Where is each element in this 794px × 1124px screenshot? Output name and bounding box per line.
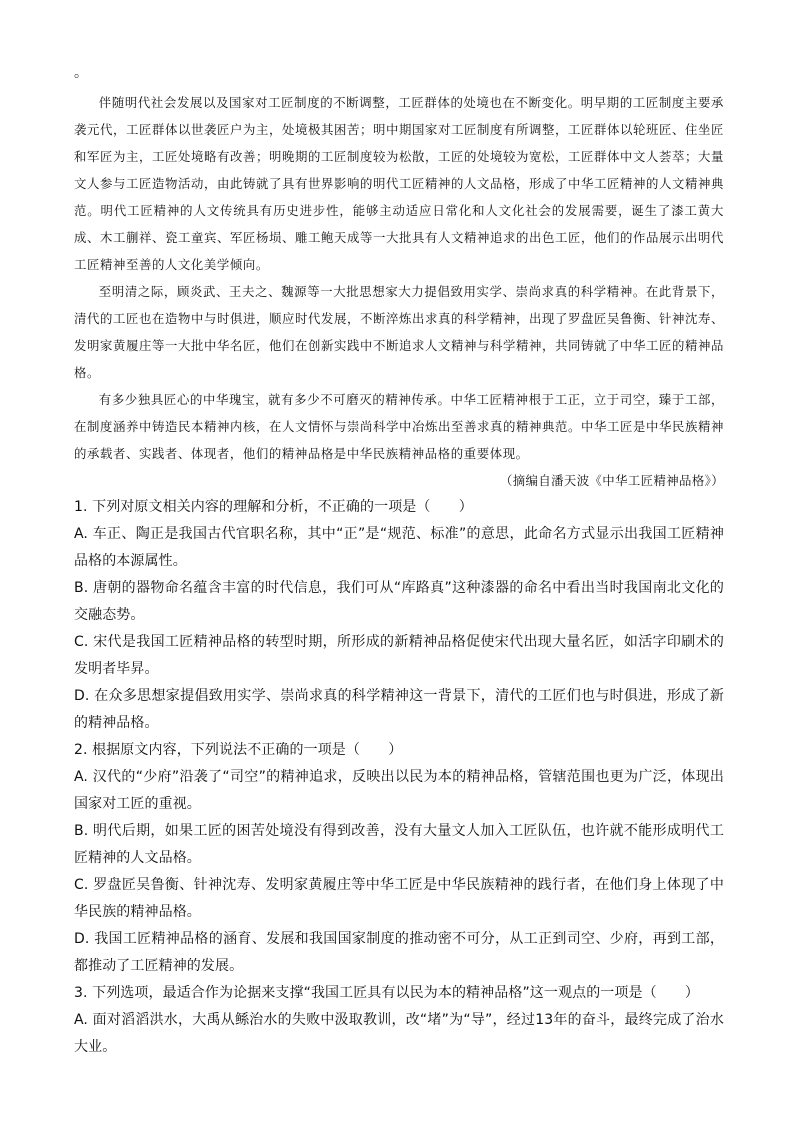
option-a: A. 汉代的“少府”沿袭了“司空”的精神追求，反映出以民为本的精神品格，管辖范围也更为广泛，体现出国家对工匠的重视。 [74, 769, 724, 812]
leading-mark: 。 [74, 65, 88, 81]
document-page [74, 64, 724, 1061]
passage-source: （摘编自潘天波《中华工匠精神品格》） [499, 473, 724, 488]
option-c: C. 宋代是我国工匠精神品格的转型时期，所形成的新精神品格促使宋代出现大量名匠，如活字印刷术的发明者毕昇。 [74, 634, 724, 677]
question-stem: 2. 根据原文内容，下列说法不正确的一项是（ ） [74, 742, 403, 758]
passage-paragraph-3: 有多少独具匠心的中华瑰宝，就有多少不可磨灭的精神传承。中华工匠精神根于工正，立于司空，臻于工部，在制度涵养中铸造民本精神内核，在人文情怀与崇尚科学中冶炼出至善求真的精神典范。中华工匠是中华民族精神的承载者、实践者、体现者，他们的精神品格是中华民族精神品格的重要体现。 [74, 392, 724, 461]
question-1 [74, 494, 724, 737]
question-3 [74, 980, 724, 1061]
option-d: D. 在众多思想家提倡致用实学、崇尚求真的科学精神这一背景下，清代的工匠们也与时俱进，形成了新的精神品格。 [74, 688, 724, 731]
passage-paragraph-2: 至明清之际，顾炎武、王夫之、魏源等一大批思想家大力提倡致用实学、崇尚求真的科学精神。在此背景下，清代的工匠也在造物中与时俱进，顺应时代发展，不断淬炼出求真的科学精神，出现了罗盘匠吴鲁衡、针神沈寿、发明家黄履庄等一大批中华名匠，他们在创新实践中不断追求人文精神与科学精神，共同铸就了中华工匠的精神品格。 [74, 284, 724, 380]
option-b: B. 唐朝的器物命名蕴含丰富的时代信息，我们可从“库路真”这种漆器的命名中看出当时我国南北文化的交融态势。 [74, 580, 724, 623]
question-2 [74, 737, 724, 980]
passage [74, 89, 724, 467]
question-stem: 3. 下列选项，最适合作为论据来支撑“我国工匠具有以民为本的精神品格”这一观点的一项是（ ） [74, 985, 700, 1001]
option-a: A. 面对滔滔洪水，大禹从鲧治水的失败中汲取教训，改“堵”为“导”，经过13年的奋斗，最终完成了治水大业。 [74, 1012, 724, 1055]
option-d: D. 我国工匠精神品格的涵育、发展和我国国家制度的推动密不可分，从工正到司空、少府，再到工部，都推动了工匠精神的发展。 [74, 931, 724, 974]
question-stem: 1. 下列对原文相关内容的理解和分析，不正确的一项是（ ） [74, 499, 473, 515]
option-c: C. 罗盘匠吴鲁衡、针神沈寿、发明家黄履庄等中华工匠是中华民族精神的践行者，在他们身上体现了中华民族的精神品格。 [74, 877, 724, 920]
questions [74, 494, 724, 1061]
option-b: B. 明代后期，如果工匠的困苦处境没有得到改善，没有大量文人加入工匠队伍，也许就不能形成明代工匠精神的人文品格。 [74, 823, 724, 866]
passage-paragraph-1: 伴随明代社会发展以及国家对工匠制度的不断调整，工匠群体的处境也在不断变化。明早期的工匠制度主要承袭元代，工匠群体以世袭匠户为主，处境极其困苦；明中期国家对工匠制度有所调整，工匠群体以轮班匠、住坐匠和军匠为主，工匠处境略有改善；明晚期的工匠制度较为松散，工匠的处境较为宽松，工匠群体中文人荟萃；大量文人参与工匠造物活动，由此铸就了具有世界影响的明代工匠精神的人文品格，形成了中华工匠精神的人文精神典范。明代工匠精神的人文传统具有历史进步性，能够主动适应日常化和人文化社会的发展需要，诞生了漆工黄大成、木工蒯祥、瓷工童宾、军匠杨埙、雕工鲍天成等一大批具有人文精神追求的出色工匠，他们的作品展示出明代工匠精神至善的人文化美学倾向。 [74, 95, 724, 272]
option-a: A. 车正、陶正是我国古代官职名称，其中“正”是“规范、标准”的意思，此命名方式显示出我国工匠精神品格的本源属性。 [74, 526, 724, 569]
